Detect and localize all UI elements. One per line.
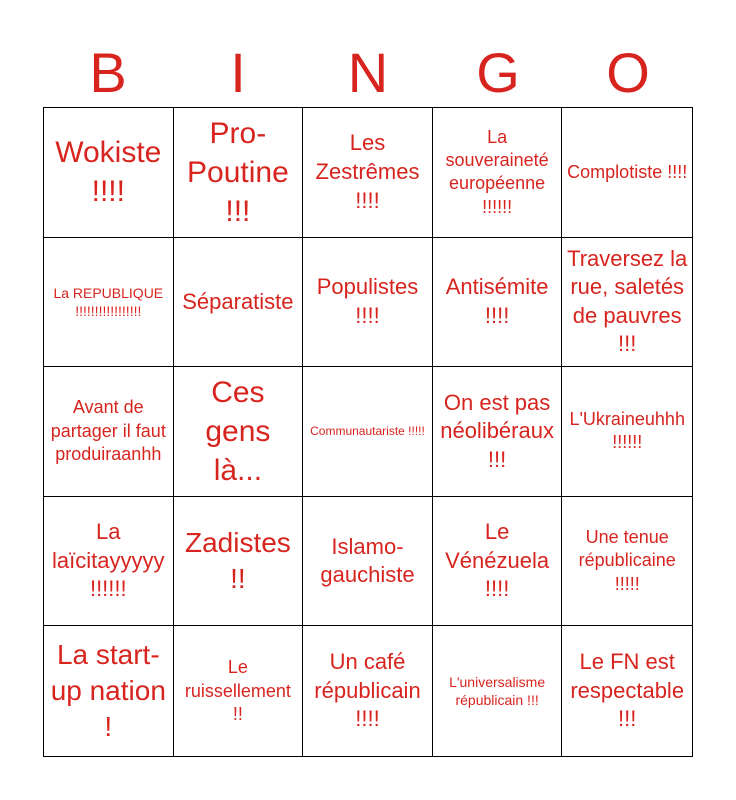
bingo-cell[interactable] bbox=[562, 108, 692, 238]
bingo-cell-text: Un café républicain !!!! bbox=[314, 649, 421, 732]
bingo-cell-text: Communautariste !!!!! bbox=[310, 423, 425, 438]
bingo-cell[interactable] bbox=[44, 108, 174, 238]
bingo-cell-text: Une tenue républicaine !!!!! bbox=[578, 527, 676, 594]
bingo-cell[interactable] bbox=[174, 108, 304, 238]
bingo-cell[interactable] bbox=[303, 497, 433, 627]
bingo-cell[interactable] bbox=[174, 626, 304, 756]
bingo-cell[interactable] bbox=[303, 108, 433, 238]
header-letter-g: G bbox=[476, 41, 520, 104]
bingo-cell[interactable] bbox=[562, 238, 692, 368]
bingo-cell[interactable] bbox=[174, 497, 304, 627]
bingo-cell[interactable] bbox=[433, 367, 563, 497]
bingo-cell-text: La start-up nation ! bbox=[50, 638, 166, 743]
bingo-cell-text: L'Ukraineuhhh !!!!!! bbox=[569, 409, 685, 453]
bingo-header bbox=[43, 40, 693, 106]
bingo-cell[interactable] bbox=[44, 367, 174, 497]
bingo-cell-text: On est pas néolibéraux !!! bbox=[440, 389, 554, 472]
header-letter-i: I bbox=[230, 41, 246, 104]
bingo-cell[interactable] bbox=[433, 497, 563, 627]
bingo-cell-text: Séparatiste bbox=[182, 288, 294, 314]
header-letter-n: N bbox=[347, 41, 389, 104]
header-letter-b: B bbox=[89, 41, 127, 104]
bingo-card bbox=[43, 107, 693, 757]
bingo-cell-text: L'universalisme républicain !!! bbox=[449, 674, 546, 709]
bingo-cell-text: Le Vénézuela !!!! bbox=[445, 519, 550, 602]
bingo-cell-text: Les Zestrêmes !!!! bbox=[315, 130, 420, 213]
bingo-cell[interactable] bbox=[562, 497, 692, 627]
bingo-cell-text: Pro-Poutine !!! bbox=[187, 116, 289, 228]
bingo-cell-text: La souveraineté européenne !!!!!! bbox=[445, 126, 549, 217]
bingo-cell[interactable] bbox=[174, 367, 304, 497]
bingo-cell[interactable] bbox=[303, 367, 433, 497]
bingo-cell-text: Populistes !!!! bbox=[316, 274, 419, 328]
bingo-cell-text: Wokiste !!!! bbox=[55, 136, 162, 209]
bingo-cell[interactable] bbox=[433, 626, 563, 756]
header-letter-o: O bbox=[606, 41, 650, 104]
bingo-cell-text: La REPUBLIQUE !!!!!!!!!!!!!!!!! bbox=[53, 284, 164, 319]
bingo-cell-text: Ces gens là... bbox=[205, 375, 271, 487]
bingo-cell[interactable] bbox=[44, 238, 174, 368]
bingo-cell[interactable] bbox=[303, 626, 433, 756]
bingo-cell-text: Traversez la rue, saletés de pauvres !!! bbox=[567, 245, 688, 357]
bingo-cell[interactable] bbox=[433, 108, 563, 238]
bingo-cell[interactable] bbox=[562, 367, 692, 497]
bingo-cell[interactable] bbox=[303, 238, 433, 368]
bingo-cell-text: Zadistes !! bbox=[184, 526, 291, 595]
bingo-cell-text: Antisémite !!!! bbox=[445, 274, 549, 328]
bingo-cell[interactable] bbox=[44, 497, 174, 627]
bingo-cell-text: Le FN est respectable !!! bbox=[570, 649, 685, 732]
bingo-cell[interactable] bbox=[44, 626, 174, 756]
bingo-cell[interactable] bbox=[174, 238, 304, 368]
bingo-cell-text: La laïcitayyyyy !!!!!! bbox=[52, 519, 165, 602]
bingo-cell-text: Complotiste !!!! bbox=[567, 161, 688, 182]
bingo-cell-text: Le ruissellement !! bbox=[184, 657, 291, 724]
bingo-cell[interactable] bbox=[562, 626, 692, 756]
bingo-cell-text: Avant de partager il faut produiraanhh bbox=[50, 397, 166, 465]
bingo-cell[interactable] bbox=[433, 238, 563, 368]
bingo-cell-text: Islamo-gauchiste bbox=[320, 533, 415, 588]
